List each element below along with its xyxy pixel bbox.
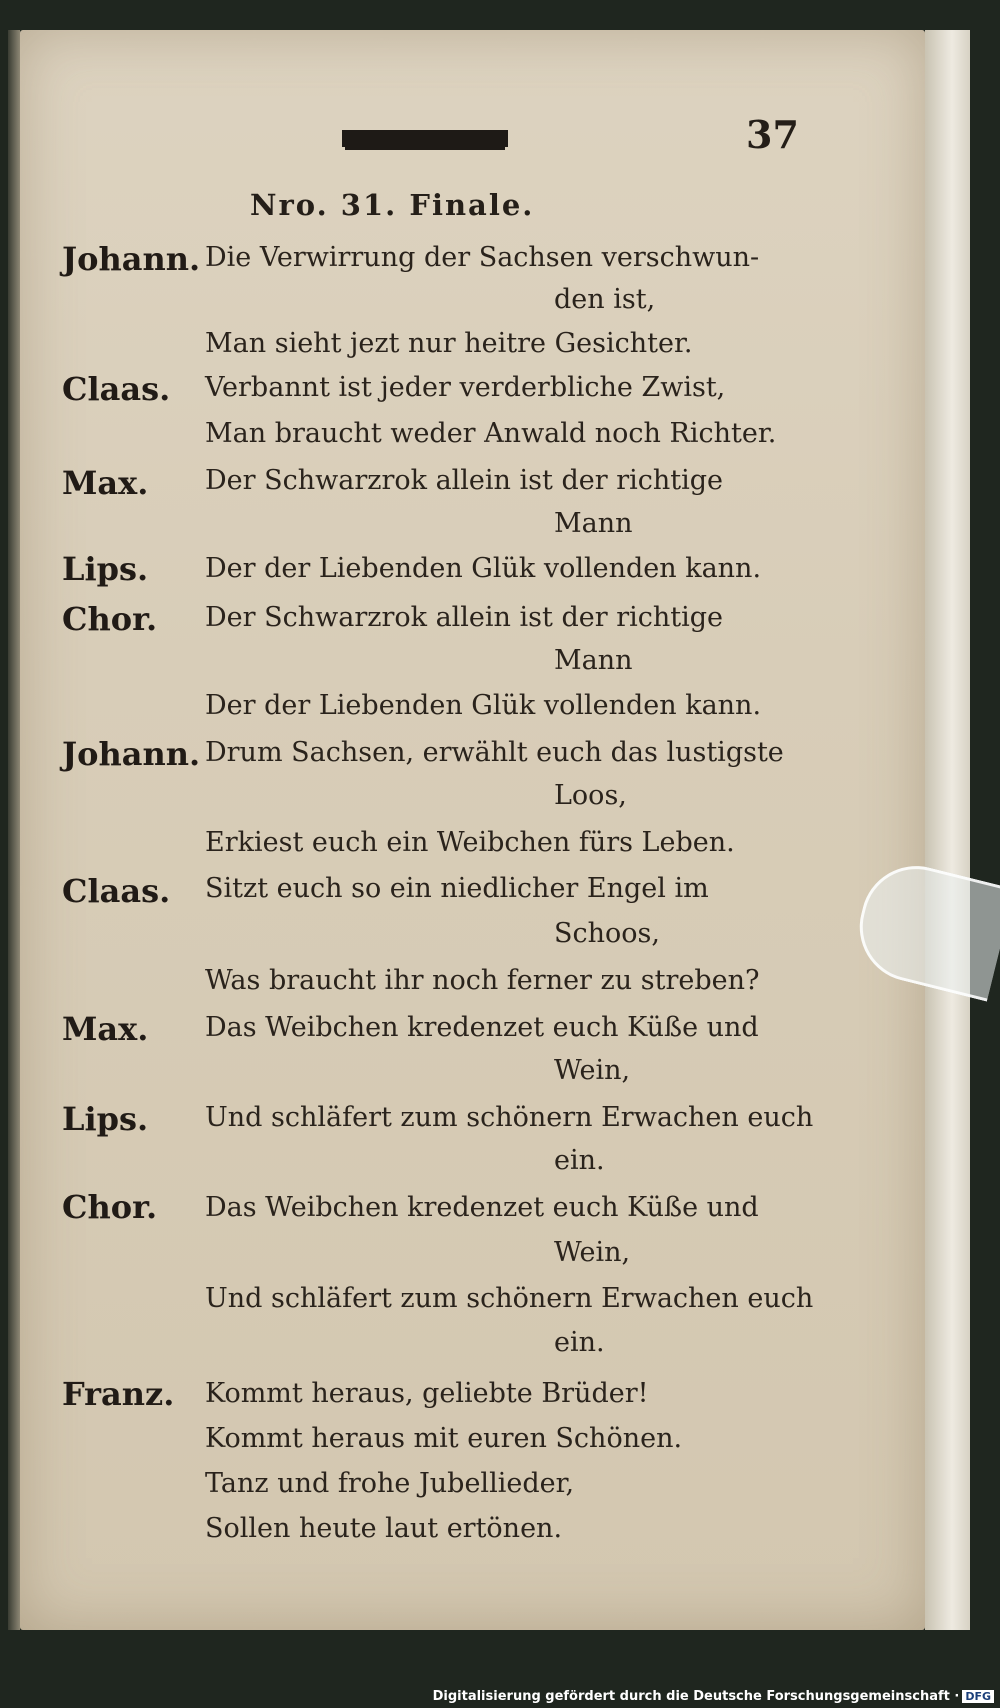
dfg-logo: DFG [962, 1690, 994, 1703]
header-rule [342, 130, 508, 147]
speaker-chor: Chor. [62, 600, 158, 638]
page-edge [925, 30, 970, 1630]
verse-line-continuation: Wein, [554, 1055, 631, 1086]
verse-line-continuation: Schoos, [554, 918, 660, 949]
book-gutter [8, 30, 20, 1630]
speaker-johann: Johann. [62, 735, 201, 773]
speaker-johann: Johann. [62, 240, 201, 278]
speaker-lips: Lips. [62, 550, 149, 588]
verse-line: Das Weibchen kredenzet euch Küße und [205, 1012, 759, 1043]
verse-line-continuation: ein. [554, 1327, 605, 1358]
verse-line: Kommt heraus mit euren Schönen. [205, 1423, 683, 1454]
verse-line: Sitzt euch so ein niedlicher Engel im [205, 873, 709, 904]
verse-line: Der der Liebenden Glük vollenden kann. [205, 553, 762, 584]
speaker-lips: Lips. [62, 1100, 149, 1138]
speaker-franz: Franz. [62, 1375, 175, 1413]
verse-line: Der Schwarzrok allein ist der richtige [205, 465, 723, 496]
speaker-claas: Claas. [62, 370, 171, 408]
verse-line-continuation: ein. [554, 1145, 605, 1176]
page-number: 37 [746, 112, 799, 157]
section-heading: Nro. 31. Finale. [250, 188, 535, 222]
verse-line: Und schläfert zum schönern Erwachen euch [205, 1102, 814, 1133]
verse-line: Der Schwarzrok allein ist der richtige [205, 602, 723, 633]
verse-line: Die Verwirrung der Sachsen verschwun- [205, 242, 760, 273]
verse-line-continuation: Mann [554, 645, 633, 676]
verse-line: Was braucht ihr noch ferner zu streben? [205, 965, 760, 996]
verse-line: Erkiest euch ein Weibchen fürs Leben. [205, 827, 735, 858]
speaker-max: Max. [62, 1010, 149, 1048]
verse-line-continuation: den ist, [554, 284, 656, 315]
verse-line: Tanz und frohe Jubellieder, [205, 1468, 575, 1499]
verse-line-continuation: Mann [554, 508, 633, 539]
speaker-claas: Claas. [62, 872, 171, 910]
verse-line: Der der Liebenden Glük vollenden kann. [205, 690, 762, 721]
speaker-max: Max. [62, 464, 149, 502]
verse-line: Sollen heute laut ertönen. [205, 1513, 563, 1544]
verse-line: Man sieht jezt nur heitre Gesichter. [205, 328, 693, 359]
digitization-credit [433, 1689, 994, 1704]
verse-line: Verbannt ist jeder verderbliche Zwist, [205, 372, 726, 403]
verse-line: Man braucht weder Anwald noch Richter. [205, 418, 777, 449]
verse-line: Und schläfert zum schönern Erwachen euch [205, 1283, 814, 1314]
verse-line: Kommt heraus, geliebte Brüder! [205, 1378, 649, 1409]
verse-line-continuation: Loos, [554, 780, 627, 811]
verse-line: Das Weibchen kredenzet euch Küße und [205, 1192, 759, 1223]
credit-text: Digitalisierung gefördert durch die Deutsche Forschungsgemeinschaft · [432, 1689, 960, 1704]
verse-line-continuation: Wein, [554, 1237, 631, 1268]
speaker-chor: Chor. [62, 1188, 158, 1226]
verse-line: Drum Sachsen, erwählt euch das lustigste [205, 737, 784, 768]
